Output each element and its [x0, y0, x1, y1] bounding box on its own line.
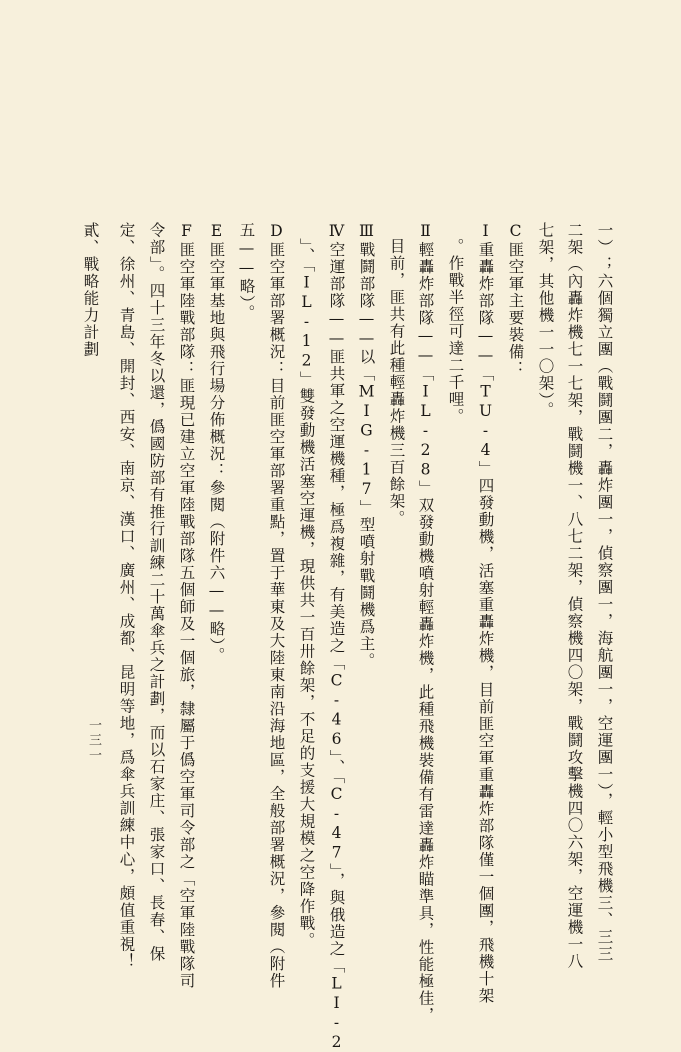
text-column-3: 七架，其他機一一〇架）。 — [536, 222, 555, 419]
text-column-9: Ⅲ戰鬪部隊——以「MIG-17」型噴射戰鬪機爲主。 — [357, 222, 376, 670]
text-column-14: E匪空軍基地與飛行場分佈概況：參閱（附件六——略）。 — [207, 222, 226, 664]
text-column-8: 目前，匪共有此種輕轟炸機三百餘架。 — [387, 238, 406, 527]
text-column-10: Ⅳ空運部隊——匪共軍之空運機種，極爲複雜，有美造之「C-46」、「C-47」，與俄造之「LI-2 — [327, 222, 346, 1052]
text-column-13: 五——略）。 — [237, 222, 256, 322]
text-column-12: D匪空軍部署概況：目前匪空軍部署重點，置于華東及大陸東南沿海地區，全般部署概況，參閱（附件 — [267, 222, 286, 990]
text-column-17: 定、徐州、青島、開封、西安、南京、漢口、廣州、成都、昆明等地，爲傘兵訓練中心，頗值重視！ — [117, 222, 136, 970]
text-column-7: Ⅱ輕轟炸部隊——「IL-28」双發動機噴射輕轟炸機，此種飛機裝備有雷達轟炸瞄準具，性能極佳， — [416, 222, 435, 1024]
text-column-16: 令部」。四十三年冬以還，僞國防部有推行訓練二十萬傘兵之計劃，而以石家庄、張家口、長春、保 — [147, 222, 166, 963]
text-column-2: 二架（內轟炸機七一七架，戰鬪機一、八七二架，偵察機四〇架，戰鬪攻擊機四〇六架，空運機一八 — [565, 222, 584, 970]
text-column-1: 一）；六個獨立團（戰鬪團二，轟炸團一，偵察團一，海航團一，空運團一），輕小型飛機三、三三 — [595, 222, 614, 963]
text-column-15: F匪空軍陸戰部隊：匪現已建立空軍陸戰部隊五個師及一個旅，隸屬于僞空軍司令部之「空軍陸戰隊司 — [177, 222, 196, 990]
text-column-6: 。作戰半徑可達二千哩。 — [446, 238, 465, 425]
text-column-11: 」、「IL-12」雙發動機活塞空運機，現供共一百卅餘架，不足的支援大規模之空降作戰。 — [297, 238, 316, 949]
text-column-5: Ⅰ重轟炸部隊——「TU-4」四發動機，活塞重轟炸機，目前匪空軍重轟炸部隊僅一個團，飛機十架 — [476, 222, 495, 1005]
section-heading-c: C匪空軍主要裝備： — [506, 222, 525, 378]
section-heading-2: 貳、戰略能力計劃 — [81, 222, 100, 358]
page-number: 一三一 — [86, 718, 101, 763]
